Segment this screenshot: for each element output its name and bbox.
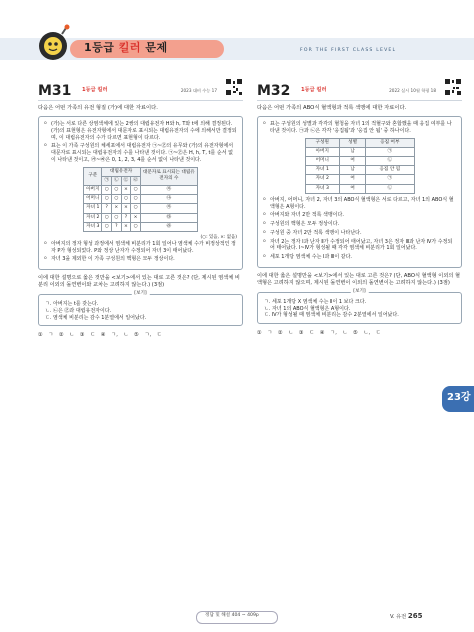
- bogi-box: [38, 291, 243, 326]
- data-bullet: o 세포 1개당 염색체 수는 Ⅰ과 Ⅲ이 같다.: [263, 254, 456, 261]
- table-note: (○: 있음, ×: 없음): [200, 234, 237, 240]
- data-bullet: o 표는 구성원의 성별과 각각의 혈청을 자녀 1의 적혈구와 혼합했을 때 응집 여부를 나타낸 것이다. ㉠과 ㉡은 각각 '응집됨'과 '응집 안 됨' 중 하나이다.: [263, 121, 456, 135]
- table-row: 자녀 2 여 ㉠: [305, 175, 414, 184]
- bogi-item: ㄷ. Ⅳ가 형성될 때 염색체 비분리는 감수 2분열에서 일어났다.: [264, 312, 399, 319]
- data-box: [257, 116, 462, 268]
- page-number: V. 유전 265: [390, 612, 423, 620]
- question-number: M31: [38, 83, 72, 99]
- level-badge: 1등급 킬러: [82, 87, 108, 93]
- table-header: ㉢: [121, 176, 131, 185]
- page-title: 1등급 킬러 문제: [84, 41, 168, 54]
- answer-choices[interactable]: ① ㄱ ② ㄴ ③ ㄷ ④ ㄱ, ㄴ ⑤ ㄱ, ㄷ: [38, 332, 162, 339]
- question-stem: 다음은 어떤 가족의 ABO식 혈액형과 적록 색맹에 대한 자료이다.: [257, 105, 407, 111]
- question-prompt: 이에 대한 옳은 설명만을 <보기>에서 있는 대로 고른 것은? (단, ABO식 혈액형 이외의 혈액형은 고려하지 않으며, 제시된 돌연변이 이외의 돌연변이는 고려하지 않는다.) (3점): [257, 272, 461, 286]
- data-bullet: o 아버지와 자녀 2만 적록 색맹이다.: [263, 212, 456, 219]
- bogi-title: [보기]: [350, 289, 368, 295]
- level-badge: 1등급 킬러: [301, 87, 327, 93]
- allele-table: [83, 167, 198, 232]
- data-bullet: o 자녀 3을 제외한 이 가족 구성원의 핵형은 모두 정상이다.: [44, 256, 237, 263]
- question-m31: [38, 82, 243, 339]
- data-bullet: o 구성원 중 자녀 2만 적록 색맹이 나타난다.: [263, 230, 456, 237]
- blood-table: [305, 138, 415, 194]
- data-bullet: o 아버지, 어머니, 자녀 2, 자녀 3의 ABO식 혈액형은 서로 다르고, 자녀 1의 ABO식 혈액형은 A형이다.: [263, 197, 456, 211]
- table-header: 구성원: [305, 138, 340, 147]
- table-row: 어머니 ○ ○ ○ ○ ㉯: [84, 195, 198, 204]
- table-row: 아버지 ○ ○ × ○ ㉮: [84, 186, 198, 195]
- answer-link[interactable]: 정답 및 해설 404 ~ 409p: [205, 613, 259, 618]
- table-row: 아버지 남 ㉠: [305, 147, 414, 156]
- qr-code-icon[interactable]: [444, 78, 462, 96]
- question-stem: 다음은 어떤 가족의 유전 형질 (가)에 대한 자료이다.: [38, 105, 158, 111]
- question-number: M32: [257, 83, 291, 99]
- table-row: 자녀 1 남 응집 안 됨: [305, 166, 414, 175]
- header-subtitle: FOR THE FIRST CLASS LEVEL: [300, 48, 397, 53]
- question-source: 2023 대비 수능 17: [180, 88, 217, 93]
- bogi-item: ㄱ. 아버지는 t를 갖는다.: [45, 301, 99, 308]
- table-row: 자녀 3 ○ ? × ○ ㉱: [84, 222, 198, 231]
- table-header: 대문자로 표시되는 대립유전자의 수: [140, 167, 197, 185]
- bogi-title: [보기]: [131, 291, 149, 297]
- table-header: ㉡: [112, 176, 122, 185]
- table-header: 성별: [340, 138, 366, 147]
- bogi-item: ㄷ. 염색체 비분리는 감수 1분열에서 일어났다.: [45, 314, 147, 321]
- chapter-tab-label: 23강: [447, 392, 471, 403]
- bomb-icon: [32, 22, 74, 64]
- table-header: 응집 여부: [366, 138, 414, 147]
- data-bullet: o 구성원의 핵형은 모두 정상이다.: [263, 221, 456, 228]
- answer-choices[interactable]: ① ㄱ ② ㄴ ③ ㄷ ④ ㄱ, ㄴ ⑤ ㄴ, ㄷ: [257, 330, 381, 337]
- data-bullet: o 자녀 2는 정자 Ⅰ과 난자 Ⅱ가 수정되어 태어났고, 자녀 3은 정자 Ⅲ과 난자 Ⅳ가 수정되어 태어났다. Ⅰ~Ⅳ가 형성될 때 각각 염색체 비분리가 1회 일어났다.: [263, 239, 456, 253]
- question-prompt: 이에 대한 설명으로 옳은 것만을 <보기>에서 있는 대로 고른 것은? (단, 제시된 염색체 비분리 이외의 돌연변이와 교차는 고려하지 않는다.) (3점): [38, 275, 240, 289]
- qr-code-icon[interactable]: [225, 78, 243, 96]
- chapter-tab[interactable]: [442, 386, 474, 412]
- table-row: 어머니 여 ㉡: [305, 157, 414, 166]
- data-box: [38, 116, 243, 270]
- bogi-item: ㄴ. 자녀 1의 ABO식 혈액형은 A형이다.: [264, 305, 351, 312]
- table-header: 구분: [84, 167, 102, 185]
- bogi-item: ㄱ. 세포 1개당 X 염색체 수는 Ⅱ이 1 보다 크다.: [264, 298, 367, 305]
- bogi-item: ㄴ. ㉡은 ㉣과 대립유전자이다.: [45, 307, 112, 314]
- table-row: 자녀 1 ? × × ○ ㉮: [84, 204, 198, 213]
- table-header: ㉣: [131, 176, 141, 185]
- table-row: 자녀 2 ○ ○ ? × ㉰: [84, 213, 198, 222]
- table-row: 자녀 3 여 ㉡: [305, 184, 414, 193]
- data-bullet: o 표는 이 가족 구성원의 체세포에서 대립유전자 ㉠~㉣의 유무와 (가)의 유전자형에서 대문자로 표시되는 대립유전자의 수를 나타낸 것이다. ㉠~㉣은 H, h, T, t를 순서 없이 나타낸 것이고, ㉮~㉱은 0, 1, 2, 3, 4를 순서 없이 나타낸 것이다.: [44, 143, 237, 163]
- data-bullet: o (가)는 서로 다른 상염색체에 있는 2쌍의 대립유전자 H와 h, T와 t에 의해 결정된다. (가)의 표현형은 유전자형에서 대문자로 표시되는 대립유전자의 수에 의해서만 결정되며, 이 대립유전자의 수가 다르면 표현형이 다르다.: [44, 121, 237, 141]
- question-source: 2022 실시 10월 학평 18: [389, 88, 436, 93]
- table-header: ㉠: [102, 176, 112, 185]
- table-header: 대립유전자: [102, 167, 140, 176]
- data-bullet: o 아버지의 정자 형성 과정에서 염색체 비분리가 1회 일어나 염색체 수가 비정상적인 정자 P가 형성되었다. P와 정상 난자가 수정되어 자녀 3이 태어났다.: [44, 241, 237, 255]
- bogi-box: [257, 288, 462, 324]
- question-m32: [257, 82, 462, 337]
